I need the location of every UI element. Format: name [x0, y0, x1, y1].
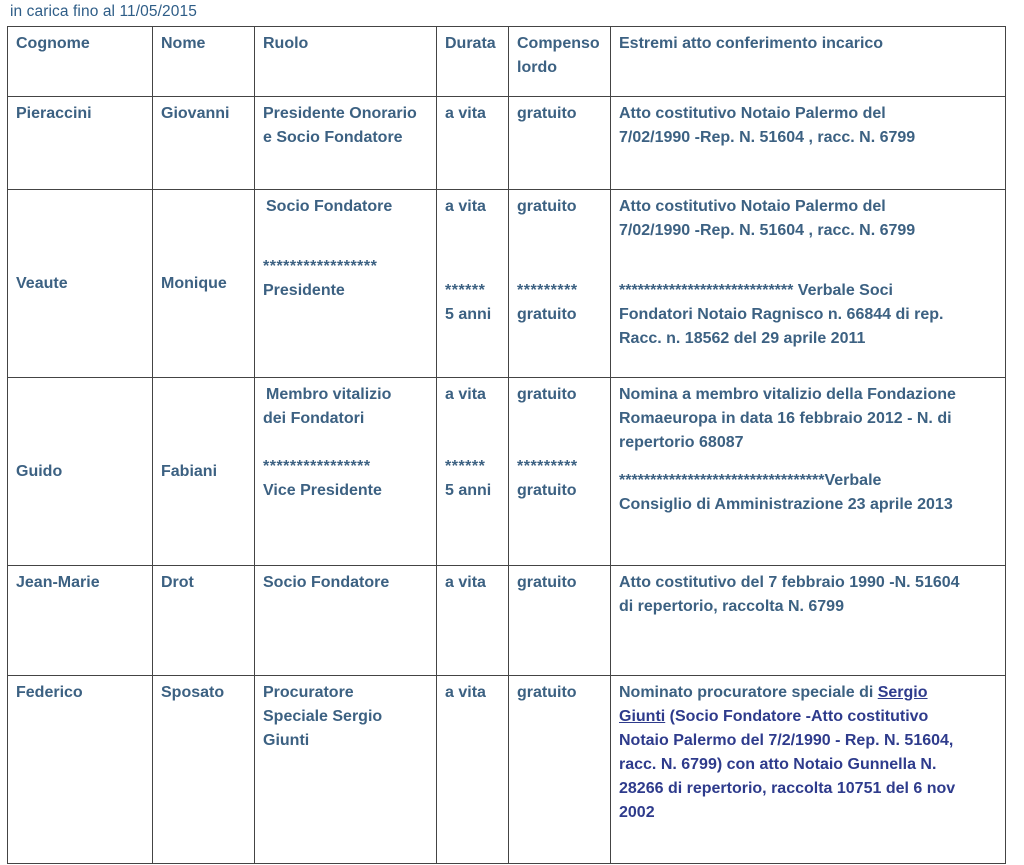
cell-nome: Monique [153, 190, 255, 378]
estremi-line: Nomina a membro vitalizio della Fondazione [619, 386, 956, 403]
header-compenso [509, 27, 611, 97]
ruolo-separator: **************** [263, 458, 371, 475]
header-compenso-line1: Compenso [517, 35, 600, 52]
table-row [8, 676, 1006, 864]
estremi-line: Romaeuropa in data 16 febbraio 2012 - N. di [619, 410, 952, 427]
cell-nome: Drot [153, 566, 255, 676]
cell-durata: a vita [437, 566, 509, 676]
board-members-table [7, 26, 1006, 864]
validity-caption: in carica fino al 11/05/2015 [10, 3, 197, 20]
compenso-separator: ********* [517, 458, 578, 475]
cell-estremi [611, 190, 1006, 378]
cell-cognome: Guido [8, 378, 153, 566]
cell-durata [437, 378, 509, 566]
cell-cognome: Pieraccini [8, 97, 153, 190]
estremi-line: 7/02/1990 -Rep. N. 51604 , racc. N. 6799 [619, 129, 916, 146]
estremi-line: Atto costitutivo Notaio Palermo del [619, 105, 886, 122]
table-row [8, 190, 1006, 378]
ruolo-line: Giunti [263, 732, 310, 749]
estremi-line: Atto costitutivo del 7 febbraio 1990 -N. 51604 [619, 574, 960, 591]
cell-estremi [611, 566, 1006, 676]
cell-compenso [509, 190, 611, 378]
table-row [8, 97, 1006, 190]
estremi-line: Consiglio di Amministrazione 23 aprile 2013 [619, 496, 953, 513]
table-row [8, 378, 1006, 566]
ruolo-line: e Socio Fondatore [263, 129, 403, 146]
ruolo-separator: ***************** [263, 258, 378, 275]
giunti-link[interactable]: Giunti [619, 708, 666, 725]
estremi-line: Notaio Palermo del 7/2/1990 - Rep. N. 51604, [619, 732, 954, 749]
header-nome: Nome [153, 27, 255, 97]
cell-compenso [509, 378, 611, 566]
durata-separator: ****** [445, 458, 486, 475]
compenso-line: gratuito [517, 386, 577, 403]
sergio-link[interactable]: Sergio [877, 684, 928, 701]
ruolo-line: Membro vitalizio [266, 386, 392, 403]
cell-estremi [611, 676, 1006, 864]
cell-ruolo [255, 378, 437, 566]
estremi-line: (Socio Fondatore -Atto costitutivo [665, 708, 929, 725]
cell-ruolo: Socio Fondatore [255, 566, 437, 676]
header-durata: Durata [437, 27, 509, 97]
cell-ruolo [255, 97, 437, 190]
estremi-line: 7/02/1990 -Rep. N. 51604 , racc. N. 6799 [619, 222, 916, 239]
ruolo-line: dei Fondatori [263, 410, 365, 427]
header-compenso-line2: lordo [517, 59, 557, 76]
durata-separator: ****** [445, 282, 486, 299]
cell-cognome: Federico [8, 676, 153, 864]
estremi-line: Racc. n. 18562 del 29 aprile 2011 [619, 330, 866, 347]
cell-compenso: gratuito [509, 676, 611, 864]
cell-compenso: gratuito [509, 566, 611, 676]
table-header-row [8, 27, 1006, 97]
ruolo-line: Procuratore [263, 684, 354, 701]
header-cognome: Cognome [8, 27, 153, 97]
cell-durata: a vita [437, 97, 509, 190]
ruolo-line: Vice Presidente [263, 482, 382, 499]
cell-cognome: Jean-Marie [8, 566, 153, 676]
estremi-line: racc. N. 6799) con atto Notaio Gunnella N. [619, 756, 937, 773]
estremi-line: 2002 [619, 804, 655, 821]
cell-estremi [611, 378, 1006, 566]
header-estremi: Estremi atto conferimento incarico [611, 27, 1006, 97]
estremi-line: **************************** Verbale Soci [619, 282, 893, 299]
estremi-line: repertorio 68087 [619, 434, 744, 451]
estremi-line: di repertorio, raccolta N. 6799 [619, 598, 844, 615]
ruolo-line: Presidente Onorario [263, 105, 417, 122]
cell-nome: Sposato [153, 676, 255, 864]
header-ruolo: Ruolo [255, 27, 437, 97]
compenso-line: gratuito [517, 198, 577, 215]
estremi-line: *********************************Verbale [619, 472, 882, 489]
cell-durata: a vita [437, 676, 509, 864]
cell-ruolo [255, 190, 437, 378]
compenso-line: gratuito [517, 306, 577, 323]
durata-line: 5 anni [445, 482, 492, 499]
ruolo-line: Speciale Sergio [263, 708, 383, 725]
estremi-intro: Nominato procuratore speciale di [619, 684, 878, 701]
durata-line: a vita [445, 386, 486, 403]
compenso-line: gratuito [517, 482, 577, 499]
ruolo-line: Socio Fondatore [266, 198, 393, 215]
durata-line: a vita [445, 198, 486, 215]
estremi-line: 28266 di repertorio, raccolta 10751 del 6 nov [619, 780, 956, 797]
cell-estremi [611, 97, 1006, 190]
cell-ruolo [255, 676, 437, 864]
compenso-separator: ********* [517, 282, 578, 299]
cell-nome: Fabiani [153, 378, 255, 566]
cell-cognome: Veaute [8, 190, 153, 378]
ruolo-line: Presidente [263, 282, 345, 299]
estremi-line: Fondatori Notaio Ragnisco n. 66844 di rep. [619, 306, 944, 323]
durata-line: 5 anni [445, 306, 492, 323]
table-row [8, 566, 1006, 676]
cell-nome: Giovanni [153, 97, 255, 190]
estremi-line: Atto costitutivo Notaio Palermo del [619, 198, 886, 215]
cell-compenso: gratuito [509, 97, 611, 190]
cell-durata [437, 190, 509, 378]
